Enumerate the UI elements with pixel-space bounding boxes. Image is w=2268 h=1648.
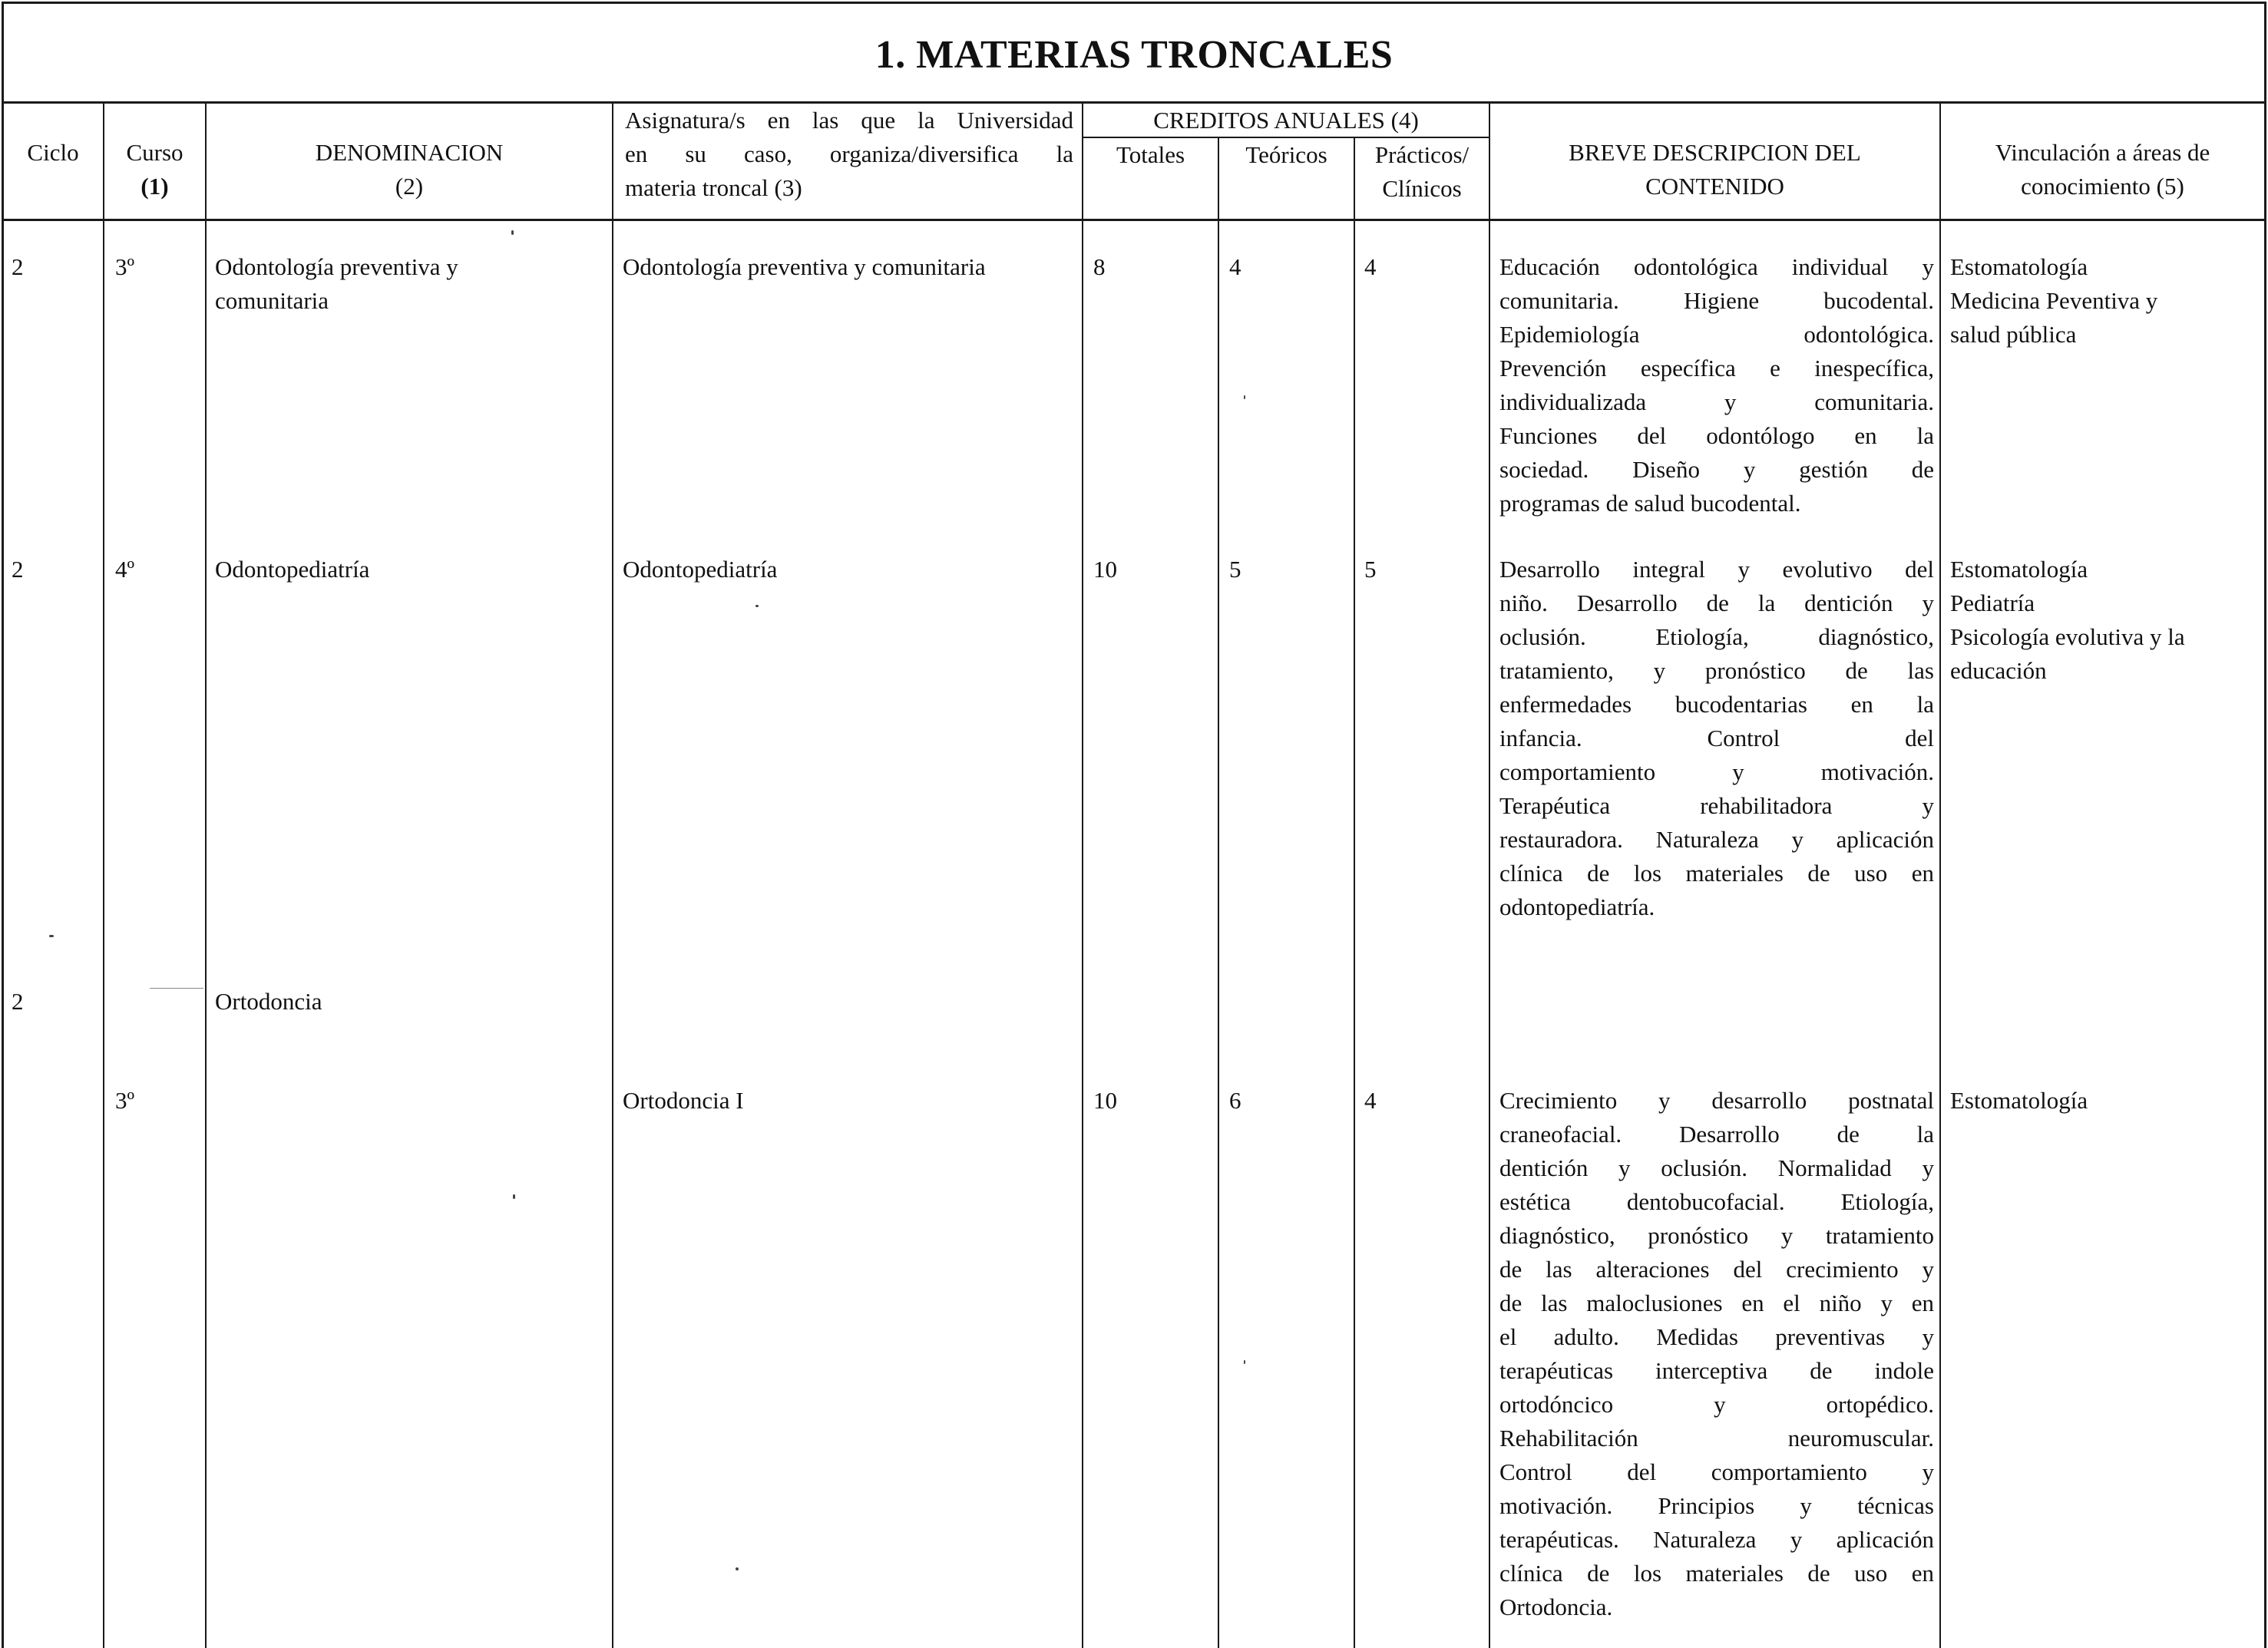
col-sep-teoricos (1354, 137, 1355, 1648)
col-sep-curso (205, 101, 207, 1648)
row4-totales: 10 (1093, 1087, 1117, 1114)
header-denominacion: DENOMINACION (2) (315, 139, 504, 200)
row1-descripcion: Educación odontológica individual y comunitaria. Higiene bucodental. Epidemiología odontológica. Prevención específica e inespecífica, individualizada y comunitaria. Funciones del odontólogo en la sociedad. Diseño y gestión de programas de salud bucodental. (1499, 253, 1934, 517)
header-practicos: Prácticos/ Clínicos (1374, 141, 1470, 202)
frame-right-line (2264, 2, 2266, 1648)
row2-totales: 10 (1093, 556, 1117, 583)
row1-ciclo: 2 (12, 253, 24, 280)
row2-practicos: 5 (1364, 556, 1377, 583)
row1-practicos: 4 (1364, 253, 1377, 280)
row2-asignatura: Odontopediatría (623, 556, 778, 583)
scan-break-line (150, 988, 203, 989)
row2-teoricos: 5 (1229, 556, 1241, 583)
col-sep-totales (1218, 137, 1219, 1648)
row3-ciclo: 2 (12, 988, 24, 1015)
header-bottom-line (2, 219, 2266, 221)
page-title: 1. MATERIAS TRONCALES (874, 33, 1394, 77)
header-teoricos: Teóricos (1245, 141, 1327, 168)
col-sep-asignatura (1082, 101, 1083, 1648)
header-creditos-anuales: CREDITOS ANUALES (4) (1153, 107, 1419, 134)
row1-totales: 8 (1093, 253, 1106, 280)
row1-vinculacion: Estomatología Medicina Peventiva y salud pública (1950, 253, 2158, 348)
col-sep-descripcion (1939, 101, 1941, 1648)
row3-denominacion: Ortodoncia (215, 988, 322, 1015)
row1-denominacion: Odontología preventiva y comunitaria (215, 253, 458, 314)
row2-vinculacion: Estomatología Pediatría Psicología evolutiva y la educación (1950, 556, 2185, 684)
row4-practicos: 4 (1364, 1087, 1377, 1114)
frame-top-line (2, 2, 2266, 4)
col-sep-practicos (1489, 101, 1490, 1648)
frame-left-line (2, 2, 4, 1648)
header-curso: Curso (1) (126, 139, 183, 200)
row4-asignatura: Ortodoncia I (623, 1087, 744, 1114)
row4-curso: 3º (115, 1087, 135, 1114)
row2-denominacion: Odontopediatría (215, 556, 370, 583)
scan-speck (513, 1194, 515, 1199)
scan-speck (49, 935, 54, 937)
row1-curso: 3º (115, 253, 135, 280)
scan-speck (511, 230, 514, 235)
row4-descripcion: Crecimiento y desarrollo postnatal craneofacial. Desarrollo de la dentición y oclusión. Normalidad y estética dentobucofacial. Etiología, diagnóstico, pronóstico y tratamiento de las alteraciones del crecimiento y de las maloclusiones en el niño y en el adulto. Medidas preventivas y terapéuticas interceptiva de indole ortodóncico y ortopédico. Rehabilitación neuromuscular. Control del comportamiento y motivación. Principios y técnicas terapéuticas. Naturaleza y aplicación clínica de los materiales de uso en Ortodoncia. (1499, 1087, 1934, 1620)
col-sep-denominacion (612, 101, 613, 1648)
row4-vinculacion: Estomatología (1950, 1087, 2088, 1114)
row4-teoricos: 6 (1229, 1087, 1241, 1114)
header-asignatura: Asignatura/s en las que la Universidad en su caso, organiza/diversifica la materia troncal (3) (625, 107, 1073, 201)
row2-curso: 4º (115, 556, 135, 583)
row1-teoricos: 4 (1229, 253, 1241, 280)
scan-speck (1244, 1360, 1245, 1364)
header-vinculacion: Vinculación a áreas de conocimiento (5) (1995, 139, 2210, 200)
scan-speck (736, 1567, 739, 1570)
header-totales: Totales (1116, 141, 1185, 168)
header-descripcion: BREVE DESCRIPCION DEL CONTENIDO (1569, 139, 1861, 200)
scan-speck (1244, 395, 1245, 399)
scan-speck (755, 605, 759, 607)
row2-ciclo: 2 (12, 556, 24, 583)
row1-asignatura: Odontología preventiva y comunitaria (623, 253, 986, 280)
header-ciclo: Ciclo (27, 139, 79, 166)
col-sep-ciclo (103, 101, 104, 1648)
row2-descripcion: Desarrollo integral y evolutivo del niño. Desarrollo de la dentición y oclusión. Etiología, diagnóstico, tratamiento, y pronóstico de las enfermedades bucodentarias en la infancia. Control del comportamiento y motivación. Terapéutica rehabilitadora y restauradora. Naturaleza y aplicación clínica de los materiales de uso en odontopediatría. (1499, 556, 1934, 920)
